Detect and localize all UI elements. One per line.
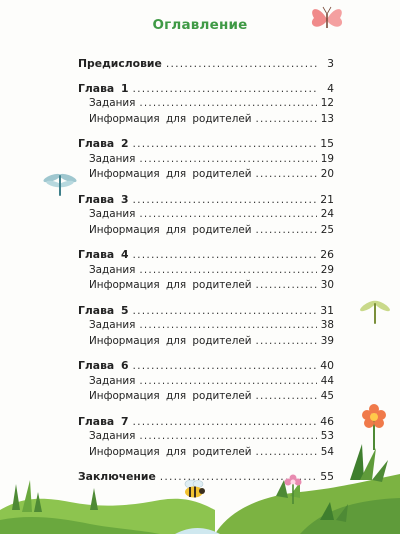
page-title: Оглавление: [152, 17, 248, 33]
toc-entry-parents-info[interactable]: Информация для родителей ..... 39: [78, 334, 334, 350]
bee-icon: [180, 478, 208, 502]
toc-entry-tasks[interactable]: Задания ..... 29: [78, 263, 334, 279]
toc-entry-tasks[interactable]: Задания ..... 24: [78, 207, 334, 223]
toc-entry-tasks[interactable]: Задания ..... 53: [78, 429, 334, 445]
toc-entry-tasks[interactable]: Задания ..... 38: [78, 318, 334, 334]
toc-entry-parents-info[interactable]: Информация для родителей ..... 30: [78, 278, 334, 294]
toc-entry-parents-info[interactable]: Информация для родителей ..... 20: [78, 167, 334, 183]
flower-icon: [358, 404, 390, 450]
toc-entry-tasks[interactable]: Задания ..... 44: [78, 374, 334, 390]
toc-entry-conclusion[interactable]: Заключение ..... 55: [78, 469, 334, 485]
dragonfly-icon: [42, 170, 78, 196]
toc-entry-chapter-7[interactable]: Глава 7 ..... 46: [78, 414, 334, 430]
toc-entry-tasks[interactable]: Задания ..... 12: [78, 96, 334, 112]
dragonfly-icon: [358, 296, 392, 324]
toc-entry-chapter-4[interactable]: Глава 4 ..... 26: [78, 247, 334, 263]
table-of-contents: [78, 56, 334, 485]
toc-entry-parents-info[interactable]: Информация для родителей ..... 25: [78, 223, 334, 239]
toc-entry-chapter-2[interactable]: Глава 2 ..... 15: [78, 136, 334, 152]
toc-entry-chapter-3[interactable]: Глава 3 ..... 21: [78, 192, 334, 208]
toc-entry-chapter-1[interactable]: Глава 1 ..... 4: [78, 81, 334, 97]
toc-entry-parents-info[interactable]: Информация для родителей ..... 45: [78, 389, 334, 405]
toc-entry-chapter-5[interactable]: Глава 5 ..... 31: [78, 303, 334, 319]
flower-icon: [282, 474, 304, 504]
toc-entry-parents-info[interactable]: Информация для родителей ..... 13: [78, 112, 334, 128]
toc-entry-preface[interactable]: Предисловие ..... 3: [78, 56, 334, 72]
toc-entry-parents-info[interactable]: Информация для родителей ..... 54: [78, 445, 334, 461]
toc-entry-chapter-6[interactable]: Глава 6 ..... 40: [78, 358, 334, 374]
toc-entry-tasks[interactable]: Задания ..... 19: [78, 152, 334, 168]
